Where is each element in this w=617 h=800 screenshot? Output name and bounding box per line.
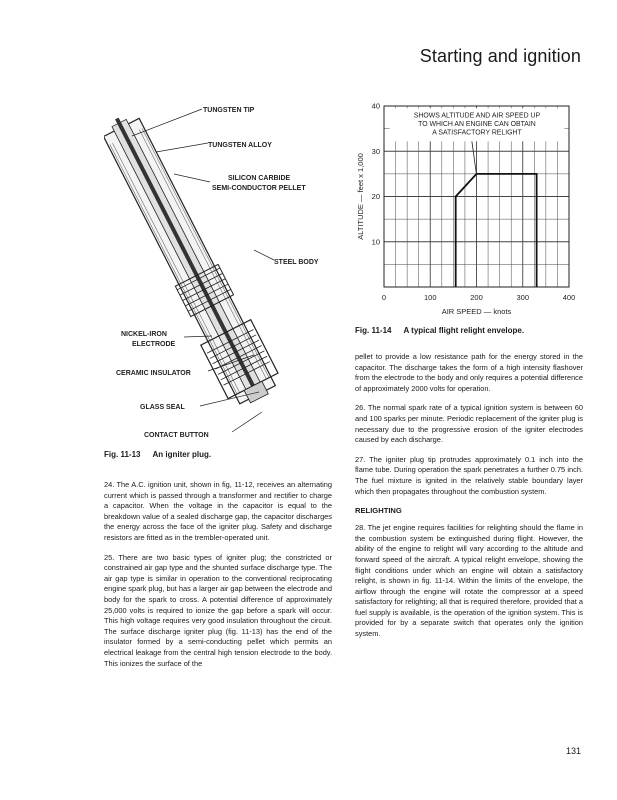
fig14-title: A typical flight relight envelope.	[403, 326, 525, 335]
label-tungsten-tip: TUNGSTEN TIP	[203, 107, 255, 114]
x-axis-label: AIR SPEED — knots	[441, 307, 512, 316]
x-tick-label: 100	[423, 293, 437, 302]
chart-series	[456, 174, 537, 287]
x-tick-label: 200	[470, 293, 483, 302]
fig14-caption	[355, 326, 524, 335]
igniter-plug-figure	[104, 100, 334, 440]
relight-envelope-chart	[354, 100, 584, 322]
y-tick-label: 10	[371, 237, 380, 247]
label-tungsten-alloy: TUNGSTEN ALLOY	[208, 142, 272, 149]
y-tick-label: 30	[371, 146, 380, 156]
paragraph-25: 25. There are two basic types of igniter plug; the constricted or constrained air gap type and the shunted surface discharge type. The air gap type is similar in operation to the conventional reciprocating engine spark plug, but has a larger air gap between the electrode and body for the spark to cross. A potential difference of approximately 25,000 volts is required to ionize the gap before a spark will occur. This high voltage requires very good insulation throughout the circuit. The surface discharge igniter plug (fig. 11-13) has the end of the insulator formed by a semi-conducting pellet which permits an electrical leakage from the central high tension electrode to the body. This ionizes the surface of the	[104, 552, 332, 668]
y-tick-label: 40	[371, 101, 380, 111]
label-electrode: ELECTRODE	[132, 341, 176, 348]
igniter-plug-drawing	[104, 100, 334, 440]
page-number: 131	[565, 746, 581, 756]
paragraph-24: 24. The A.C. ignition unit, shown in fig, 11-12, receives an alternating current which is passed through a transformer and rectifier to charge a capacitor. When the voltage in the capacitor is equal to the breakdown value of a sealed discharge gap, the capacitor discharges the energy across the face of the igniter plug. Safety and discharge resistors are fitted as in the trembler-operated unit.	[104, 480, 332, 542]
paragraph-27: 27. The igniter plug tip protrudes approximately 0.1 inch into the flame tube. During operation the spark penetrates a further 0.75 inch. The fuel mixture is ignited in the relatively stable boundary layer which then propagates throughout the combustion system.	[355, 454, 583, 496]
label-silicon-carbide: SILICON CARBIDE	[228, 175, 291, 182]
fig13-number: Fig. 11-13	[104, 450, 141, 459]
section-heading-relighting: RELIGHTING	[355, 506, 402, 516]
chart-svg	[354, 100, 584, 322]
chart-annotation	[390, 108, 565, 175]
x-tick-label: 300	[516, 293, 530, 302]
paragraph-28: 28. The jet engine requires facilities for relighting should the flame in the combustion system be extinguished during flight. However, the ability of the engine to relight will vary according to the altitude and forward speed of the aircraft. A typical relight envelope, showing the flight conditions under which an engine will obtain a satisfactory relight, is shown in fig. 11-14. Within the limits of the envelope, the airflow through the engine will rotate the compressor at a speed satisfactory for relighting; all that is required therefore, provided that a fuel supply is available, is the operation of the ignition system. This is provided for by a separate switch that operates only the ignition system.	[355, 523, 583, 639]
annotation-line: A SATISFACTORY RELIGHT	[432, 129, 522, 137]
left-text-column	[104, 448, 332, 678]
label-ceramic-insulator: CERAMIC INSULATOR	[116, 370, 191, 377]
paragraph-continued: pellet to provide a low resistance path for the energy stored in the capacitor. The discharge takes the form of a high intensity flashover from the electrode to the body and only requires a potential difference of approximately 2000 volts for operation.	[355, 352, 583, 393]
label-nickel-iron: NICKEL-IRON	[121, 331, 167, 338]
label-steel-body: STEEL BODY	[274, 259, 319, 266]
y-axis-label: ALTITUDE — feet x 1,000	[356, 153, 365, 240]
paragraph-26: 26. The normal spark rate of a typical ignition system is between 60 and 100 sparks per minute. Periodic replacement of the igniter plug is necessary due to the progressive erosion of the igniter electrodes caused by each discharge.	[355, 403, 583, 445]
y-tick-label: 20	[371, 192, 380, 201]
igniter-plug-illustration	[104, 106, 284, 411]
annotation-line: SHOWS ALTITUDE AND AIR SPEED UP	[413, 112, 541, 120]
annotation-leader-line	[472, 141, 477, 175]
envelope-line	[456, 174, 537, 287]
fig14-number: Fig. 11-14	[355, 326, 392, 335]
right-text-column	[355, 352, 583, 649]
annotation-line: TO WHICH AN ENGINE CAN OBTAIN	[418, 120, 536, 128]
label-glass-seal: GLASS SEAL	[140, 404, 185, 411]
page-header-title: Starting and ignition	[419, 46, 581, 66]
label-contact-button: CONTACT BUTTON	[144, 432, 209, 439]
label-semi-conductor-pellet: SEMI-CONDUCTOR PELLET	[212, 185, 306, 192]
x-tick-label: 400	[562, 293, 576, 302]
x-tick-label: 0	[381, 293, 387, 302]
fig13-title: An igniter plug.	[152, 450, 212, 459]
